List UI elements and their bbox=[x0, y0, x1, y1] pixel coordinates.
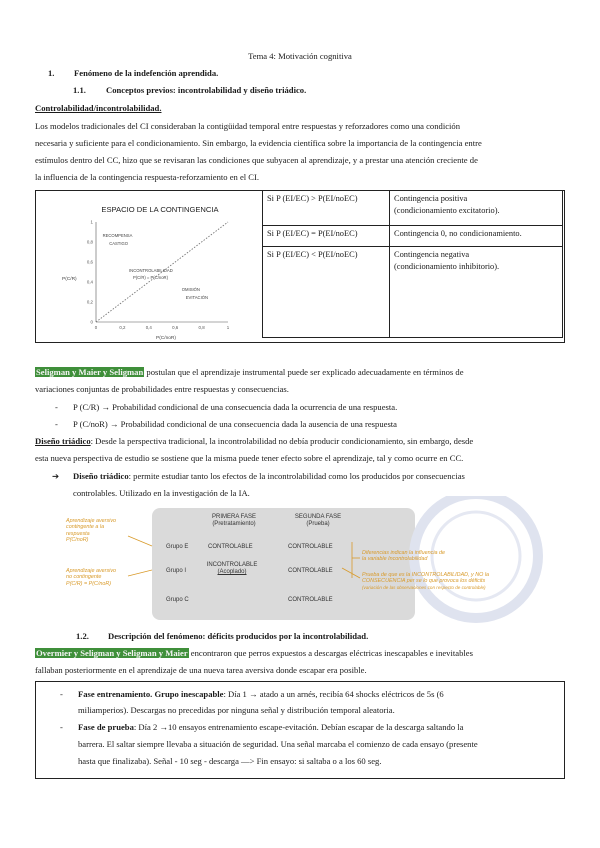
table-cell-condition: Si P (EI/EC) < P(EI/noEC) bbox=[263, 247, 390, 338]
table-row bbox=[263, 226, 563, 247]
section-number: 1. bbox=[48, 68, 55, 78]
y-tick-label: 0,2 bbox=[86, 299, 93, 305]
paragraph-line bbox=[35, 645, 473, 662]
term-label: Fase entrenamiento bbox=[78, 689, 151, 699]
group-label: Grupo I bbox=[166, 568, 187, 574]
x-tick-label: 0 bbox=[94, 325, 98, 330]
box-text: : Día 2 →10 ensayos entrenamiento escape-evitación. Debían escapar de la descarga saltando la bbox=[133, 722, 464, 732]
box-line: miliamperios). Descargas no precedidas por ninguna señal y distribución temporal aleatoria. bbox=[78, 705, 395, 715]
term-label: Diseño triádico bbox=[35, 436, 91, 446]
table-cell-description bbox=[390, 191, 563, 226]
left-note: Aprendizaje aversivo no contingente P(C/R) = P(C/noR) bbox=[66, 568, 117, 587]
annotation-omision: OMISIÓN bbox=[181, 287, 200, 292]
paragraph-line: necesaria y suficiente para el condicionamiento. Sin embargo, la evidencia científica sobre la importancia de la contingencia entre bbox=[35, 138, 482, 148]
page-title: Tema 4: Motivación cognitiva bbox=[248, 51, 352, 61]
section-title: Fenómeno de la indefención aprendida. bbox=[74, 68, 219, 78]
triadic-design-figure bbox=[66, 506, 536, 624]
dash-bullet: - bbox=[55, 419, 58, 429]
x-tick-label: 1 bbox=[226, 325, 230, 330]
paragraph-text: postulan que el aprendizaje instrumental puede ser explicado adecuadamente en términos de bbox=[144, 367, 464, 377]
annotation-evitacion: EVITACIÓN bbox=[185, 295, 209, 300]
table-cell-condition: Si P (EI/EC) > P(EI/noEC) bbox=[263, 191, 390, 226]
left-note: Aprendizaje aversivo contingente a la respuesta P(C/noR) bbox=[66, 518, 117, 544]
contingency-space-chart bbox=[56, 196, 254, 340]
chart-plot-area bbox=[62, 220, 230, 341]
right-note: Prueba de que es la INCONTROLABILIDAD, y NO la CONSECUENCIA per se lo que provoca los déficits (variación de las observaciones con respecto de controlable) bbox=[362, 572, 490, 590]
paragraph-line bbox=[73, 468, 465, 485]
table-cell-description bbox=[390, 247, 563, 338]
phase2-cell: CONTROLABLE bbox=[288, 568, 333, 574]
x-tick-label: 0,6 bbox=[172, 325, 179, 330]
phase1-cell: INCONTROLABLE (Acoplado) bbox=[206, 562, 258, 575]
subsection-title: Conceptos previos: incontrolabilidad y diseño triádico. bbox=[106, 85, 307, 95]
desc-line: Contingencia positiva bbox=[394, 194, 468, 203]
group-label: Grupo E bbox=[166, 544, 189, 550]
subsection-number: 1.2. bbox=[76, 631, 89, 641]
authors-highlight: Seligman y Maier y Seligman bbox=[36, 367, 144, 377]
subsection-number: 1.1. bbox=[73, 85, 86, 95]
annotation-equality: P(C/R) = P(C/noR) bbox=[132, 275, 168, 280]
term-label: Fase de prueba bbox=[78, 722, 134, 732]
annotation-connectors bbox=[66, 506, 536, 624]
authors-highlight: Overmier y Seligman y Seligman y Maier bbox=[36, 648, 188, 658]
paragraph-text: : permite estudiar tanto los efectos de la incontrolabilidad como los producidos por consecuencias bbox=[128, 471, 465, 481]
term-label: Diseño triádico bbox=[73, 471, 129, 481]
paragraph-line: estímulos dentro del CC, hizo que se revisaran las condiciones que subyacen al aprendizaje, y a prestar una atención creciente de bbox=[35, 155, 478, 165]
x-tick-label: 0,8 bbox=[198, 325, 205, 330]
dash-bullet: - bbox=[60, 689, 63, 699]
dash-bullet: - bbox=[60, 722, 63, 732]
x-tick-label: 0,4 bbox=[145, 325, 152, 330]
table-row bbox=[263, 191, 563, 226]
paragraph-line bbox=[35, 364, 464, 381]
y-axis-label: P(C/R) bbox=[62, 277, 77, 282]
desc-line: (condicionamiento excitatorio). bbox=[394, 206, 500, 215]
group-label: Grupo C bbox=[166, 597, 189, 603]
paragraph-line bbox=[35, 433, 473, 450]
arrow-bullet-icon: ➔ bbox=[52, 471, 60, 481]
desc-line: Contingencia negativa bbox=[394, 250, 470, 259]
paragraph-line: Los modelos tradicionales del CI consideraban la contigüidad temporal entre respuestas y reforzadores como una condición bbox=[35, 121, 461, 131]
heading-controlabilidad: Controlabilidad/incontrolabilidad. bbox=[35, 103, 162, 113]
phase1-header: PRIMERA FASE (Pretratamiento) bbox=[211, 514, 256, 527]
bullet-text: P (C/R) → Probabilidad condicional de una consecuencia dada la ocurrencia de una respuesta. bbox=[73, 402, 398, 412]
paragraph-line: variaciones conjuntas de probabilidades entre respuestas y consecuencias. bbox=[35, 384, 289, 394]
x-axis-label: P(C/noR) bbox=[156, 336, 176, 340]
contingency-table bbox=[262, 190, 563, 338]
box-line: hasta que finalizaba). Señal - 10 seg - descarga —> Fin ensayo: si saltaba o a los 60 seg. bbox=[78, 756, 382, 766]
box-line bbox=[78, 719, 463, 736]
subsection-title: Descripción del fenómeno: déficits producidos por la incontrolabilidad. bbox=[108, 631, 369, 641]
paragraph-text: : Desde la perspectiva tradicional, la incontrolabilidad no debía producir condicionamiento, sin embargo, desde bbox=[90, 436, 474, 446]
box-line: barrera. El saltar siempre llevaba a situación de seguridad. Una señal marcaba el comienzo de cada ensayo (presente bbox=[78, 739, 478, 749]
bullet-text: P (C/noR) → Probabilidad condicional de una consecuencia dada la ausencia de una respuesta bbox=[73, 419, 397, 429]
y-tick-label: 0 bbox=[90, 319, 93, 325]
paragraph-line: controlables. Utilizado en la investigación de la IA. bbox=[73, 488, 250, 498]
phase2-cell: CONTROLABLE bbox=[288, 597, 333, 603]
y-tick-label: 1 bbox=[90, 219, 93, 225]
dash-bullet: - bbox=[55, 402, 58, 412]
box-line bbox=[78, 686, 444, 703]
y-tick-label: 0,4 bbox=[86, 279, 93, 285]
phase2-header: SEGUNDA FASE (Prueba) bbox=[294, 514, 342, 527]
annotation-incontrolabilidad: INCONTROLABILIDAD bbox=[129, 268, 173, 273]
table-cell-condition: Si P (EI/EC) = P(EI/noEC) bbox=[263, 226, 390, 247]
chart-title: ESPACIO DE LA CONTINGENCIA bbox=[101, 205, 219, 214]
table-cell-description: Contingencia 0, no condicionamiento. bbox=[390, 226, 563, 247]
paragraph-line: fallaban posteriormente en el aprendizaje de una nueva tarea aversiva donde escapar era posible. bbox=[35, 665, 367, 675]
table-row bbox=[263, 247, 563, 338]
term-label: . Grupo inescapable bbox=[150, 689, 224, 699]
paragraph-line: esta nueva perspectiva de estudio se sostiene que la misma puede tener efecto sobre el aprendizaje, tal y como ocurre en CC. bbox=[35, 453, 464, 463]
annotation-recompensa: RECOMPENSA bbox=[102, 233, 133, 238]
paragraph-line: la influencia de la contingencia respuesta-reforzamiento en el CI. bbox=[35, 172, 260, 182]
y-tick-label: 0,6 bbox=[86, 259, 93, 265]
right-note: Diferencias indican la influencia de la variable Incontrolabilidad bbox=[362, 550, 446, 563]
x-tick-label: 0,2 bbox=[119, 325, 126, 330]
desc-line: (condicionamiento inhibitorio). bbox=[394, 262, 500, 271]
box-text: : Día 1 → atado a un arnés, recibía 64 shocks eléctricos de 5s (6 bbox=[223, 689, 444, 699]
annotation-castigo: CASTIGO bbox=[109, 241, 129, 246]
paragraph-text: encontraron que perros expuestos a descargas eléctricas inescapables e inevitables bbox=[188, 648, 473, 658]
phase1-cell: CONTROLABLE bbox=[208, 544, 253, 550]
phase2-cell: CONTROLABLE bbox=[288, 544, 333, 550]
y-tick-label: 0,8 bbox=[86, 239, 93, 245]
